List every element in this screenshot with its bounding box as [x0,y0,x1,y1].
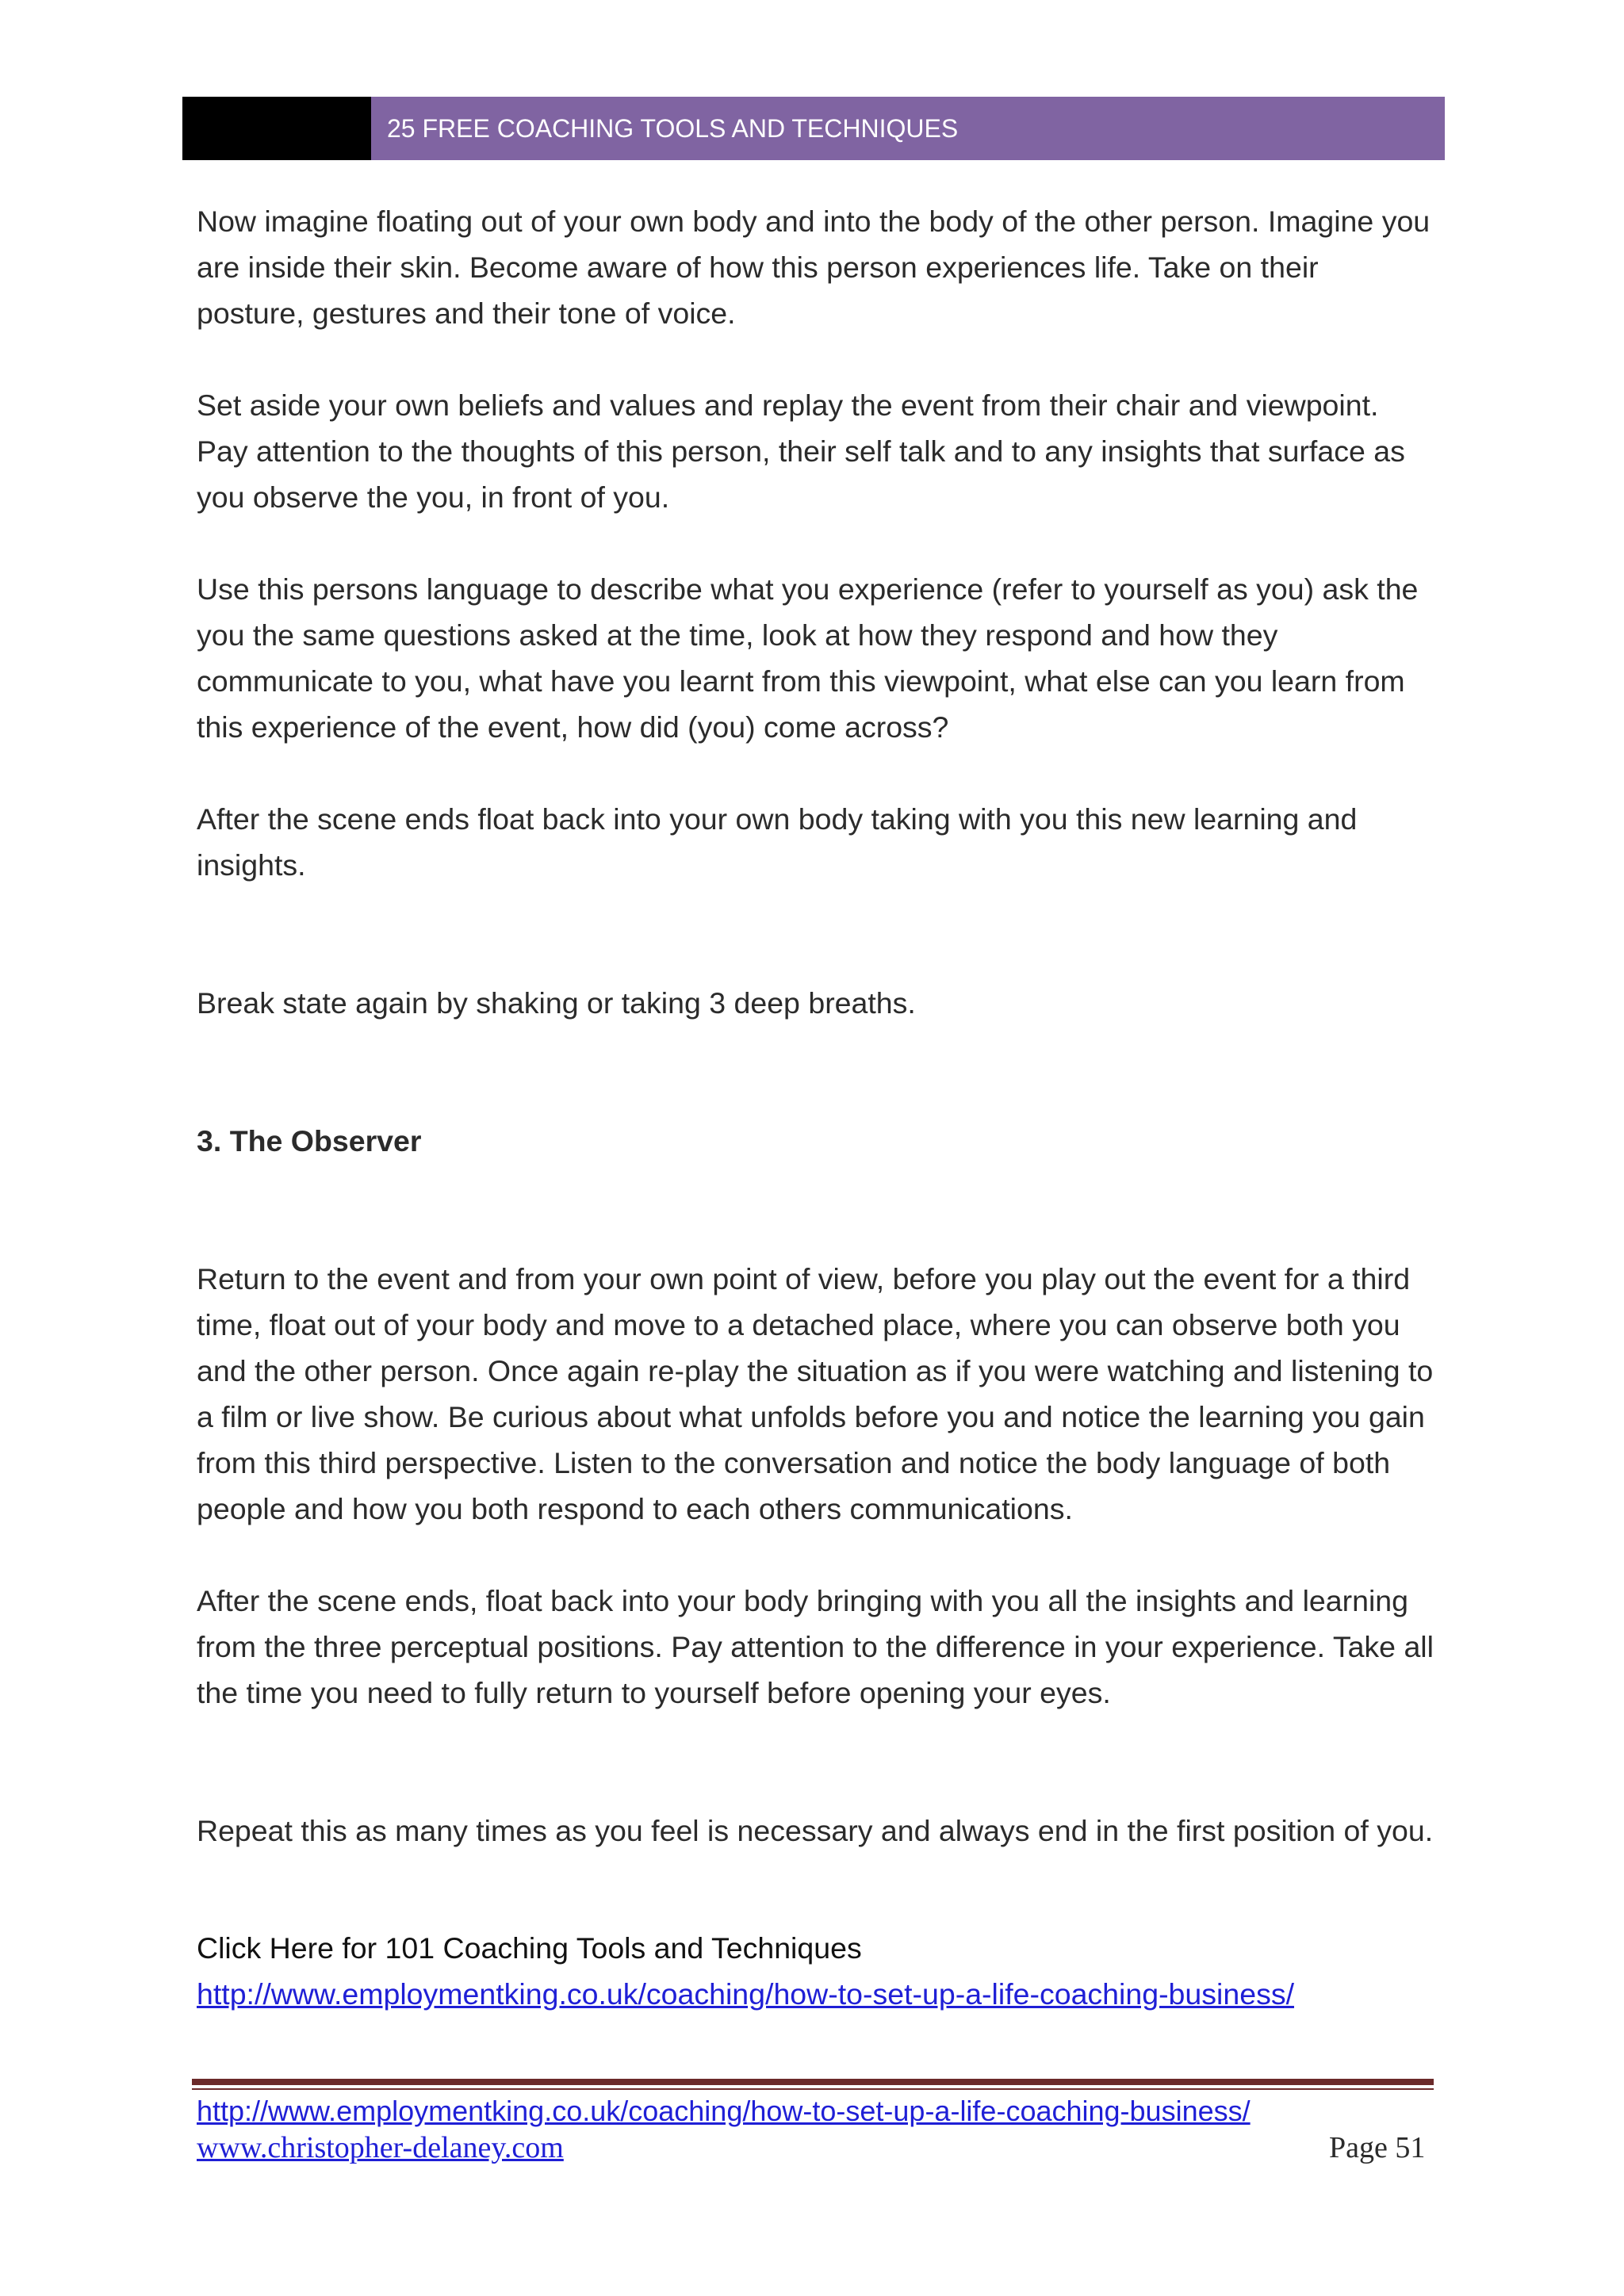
footer-divider-thin [192,2088,1434,2090]
paragraph-float-back: After the scene ends float back into your own body taking with you this new learning and insights. [197,802,1358,882]
footer-link-christopher-delaney[interactable]: www.christopher-delaney.com [197,2131,564,2164]
header-title-bar [371,97,1445,160]
paragraph-after-scene-ends: After the scene ends, float back into your body bringing with you all the insights and learning from the three perceptual positions. Pay attention to the difference in your experience. Take all the time you need to fully return to yourself before opening your eyes. [197,1584,1434,1709]
footer-link-employmentking[interactable]: http://www.employmentking.co.uk/coaching/how-to-set-up-a-life-coaching-business/ [197,2095,1251,2127]
footer-divider [192,2079,1434,2085]
page-number: Page 51 [1329,2131,1426,2164]
page-header [182,97,1445,160]
header-title: 25 FREE COACHING TOOLS AND TECHNIQUES [387,113,959,143]
paragraph-float-into-other: Now imagine floating out of your own body and into the body of the other person. Imagine you are inside their skin. Become aware of how this person experiences life. Take on their posture, gestures and their tone of voice. [197,205,1431,330]
paragraph-set-aside-beliefs: Set aside your own beliefs and values and replay the event from their chair and viewpoint. Pay attention to the thoughts of this person, their self talk and to any insights that surface as you observe the you, in front of you. [197,388,1405,514]
paragraph-repeat: Repeat this as many times as you feel is necessary and always end in the first position of you. [197,1814,1434,1847]
paragraph-return-to-event: Return to the event and from your own point of view, before you play out the event for a third time, float out of your body and move to a detached place, where you can observe both you and the other person. Once again re-play the situation as if you were watching and listening to a film or live show. Be curious about what unfolds before you and notice the learning you gain from this third perspective. Listen to the conversation and notice the body language of both people and how you both respond to each others communications. [197,1262,1434,1525]
cta-text: Click Here for 101 Coaching Tools and Techniques [197,1931,862,1965]
cta-link[interactable]: http://www.employmentking.co.uk/coaching/how-to-set-up-a-life-coaching-business/ [197,1977,1294,2011]
paragraph-use-persons-language: Use this persons language to describe what you experience (refer to yourself as you) ask the you the same questions asked at the time, look at how they respond and how they communicate to you, what have you learnt from this viewpoint, what else can you learn from this experience of the event, how did (you) come across? [197,572,1419,744]
paragraph-break-state: Break state again by shaking or taking 3 deep breaths. [197,986,916,1020]
section-heading-observer: 3. The Observer [197,1124,422,1158]
header-black-block [182,97,371,160]
